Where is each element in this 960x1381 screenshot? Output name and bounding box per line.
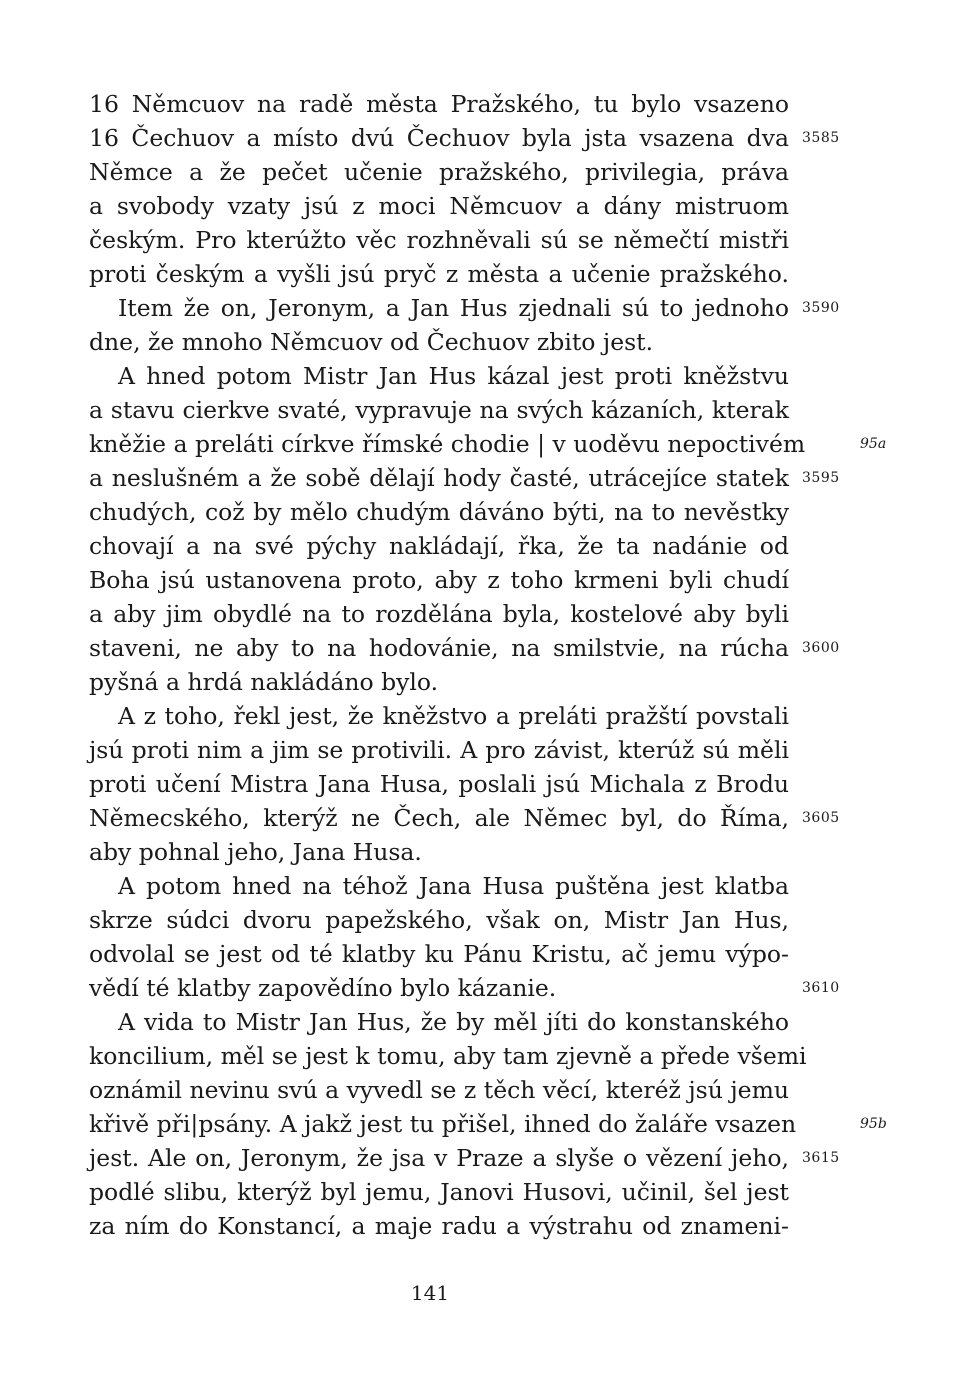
- line-number: 3610: [802, 980, 840, 996]
- text-line: proti učení Mistra Jana Husa, poslali jsú Michala z Brodu: [89, 770, 789, 798]
- text-line: dne, že mnoho Němcuov od Čechuov zbito jest.: [89, 328, 654, 356]
- text-line: a stavu cierkve svaté, vypravuje na svých kázaních, kterak: [89, 396, 789, 424]
- text-line: proti českým a vyšli jsú pryč z města a učenie pražského.: [89, 260, 789, 288]
- text-line: českým. Pro kterúžto věc rozhněvali sú se němečtí mistři: [89, 226, 789, 254]
- text-line: Němecského, kterýž ne Čech, ale Němec byl, do Říma,: [89, 804, 789, 832]
- text-line: A hned potom Mistr Jan Hus kázal jest proti kněžstvu: [118, 362, 789, 390]
- text-line: a neslušném a že sobě dělají hody časté, utrácejíce statek: [89, 464, 789, 492]
- text-line: jsú proti nim a jim se protivili. A pro závist, kterúž sú měli: [89, 736, 789, 764]
- text-line: A vida to Mistr Jan Hus, že by měl jíti do konstanského: [118, 1008, 789, 1036]
- line-number: 3600: [802, 640, 840, 656]
- text-line: vědí té klatby zapovědíno bylo kázanie.: [89, 974, 557, 1002]
- text-line: kněžie a preláti církve římské chodie | v uoděvu nepoctivém: [89, 430, 806, 458]
- text-line: podlé slibu, kterýž byl jemu, Janovi Husovi, učinil, šel jest: [89, 1178, 789, 1206]
- text-line: Item že on, Jeronym, a Jan Hus zjednali sú to jednoho: [118, 294, 789, 322]
- text-line: oznámil nevinu svú a vyvedl se z těch věcí, kteréž jsú jemu: [89, 1076, 789, 1104]
- text-line: koncilium, měl se jest k tomu, aby tam zjevně a přede všemi: [89, 1042, 807, 1070]
- text-line: chudých, což by mělo chudým dáváno býti, na to nevěstky: [89, 498, 789, 526]
- text-line: křivě při|psány. A jakž jest tu přišel, ihned do žaláře vsazen: [89, 1110, 797, 1138]
- text-line: a aby jim obydlé na to rozdělána byla, kostelové aby byli: [89, 600, 789, 628]
- text-line: chovají a na své pýchy nakládají, řka, že ta nadánie od: [89, 532, 789, 560]
- text-line: odvolal se jest od té klatby ku Pánu Kristu, ač jemu výpo-: [89, 940, 789, 968]
- text-line: staveni, ne aby to na hodovánie, na smilstvie, na rúcha: [89, 634, 789, 662]
- text-line: 16 Čechuov a místo dvú Čechuov byla jsta vsazena dva: [89, 124, 789, 152]
- text-line: skrze súdci dvoru papežského, však on, Mistr Jan Hus,: [89, 906, 789, 934]
- line-number: 3590: [802, 300, 840, 316]
- page-number: 141: [410, 1281, 450, 1305]
- text-line: za ním do Konstancí, a maje radu a výstrahu od znameni-: [89, 1212, 789, 1240]
- text-line: a svobody vzaty jsú z moci Němcuov a dány mistruom: [89, 192, 789, 220]
- line-number: 3605: [802, 810, 840, 826]
- line-number: 3585: [802, 130, 840, 146]
- line-number: 3615: [802, 1150, 840, 1166]
- text-line: Boha jsú ustanovena proto, aby z toho krmeni byli chudí: [89, 566, 789, 594]
- text-line: 16 Němcuov na radě města Pražského, tu bylo vsazeno: [89, 90, 789, 118]
- text-line: aby pohnal jeho, Jana Husa.: [89, 838, 422, 866]
- text-line: jest. Ale on, Jeronym, že jsa v Praze a slyše o vězení jeho,: [89, 1144, 789, 1172]
- text-line: A potom hned na téhož Jana Husa puštěna jest klatba: [118, 872, 789, 900]
- folio-mark: 95b: [860, 1116, 887, 1132]
- line-number: 3595: [802, 470, 840, 486]
- text-line: Němce a že pečet učenie pražského, privilegia, práva: [89, 158, 789, 186]
- folio-mark: 95a: [860, 436, 887, 452]
- text-line: A z toho, řekl jest, že kněžstvo a preláti pražští povstali: [118, 702, 789, 730]
- text-line: pyšná a hrdá nakládáno bylo.: [89, 668, 439, 696]
